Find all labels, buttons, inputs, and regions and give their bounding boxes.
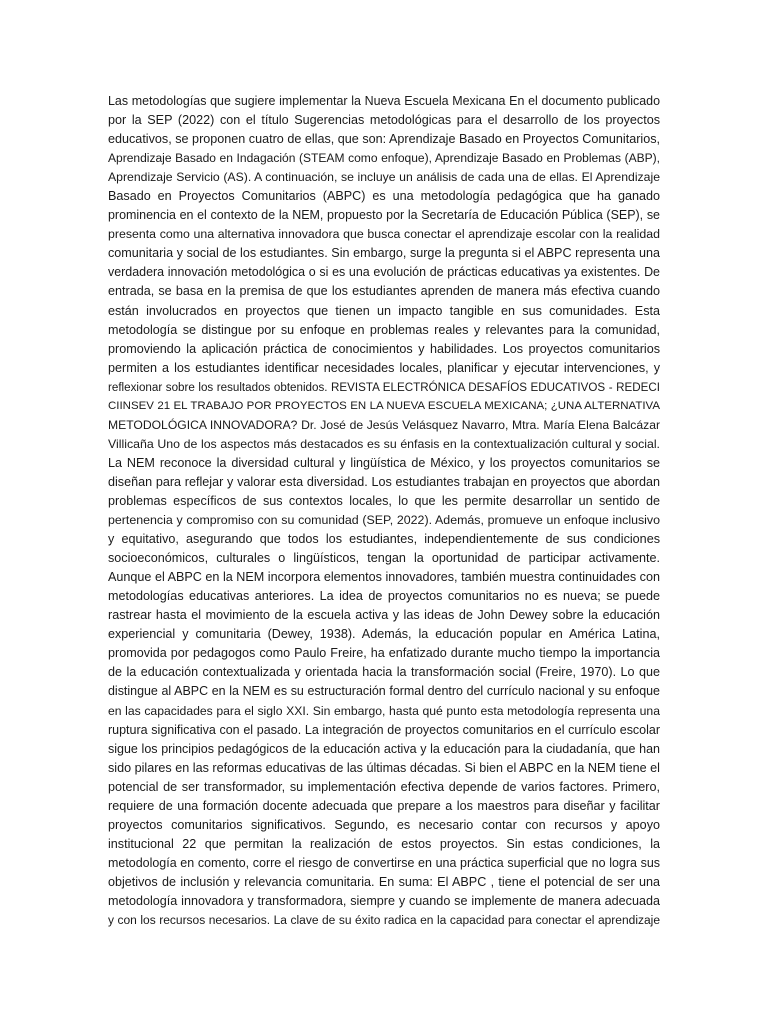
text-line: entrada, se basa en la premisa de que los estudiantes aprenden de manera más efectiva cuando: [108, 284, 660, 299]
text-line: institucional 22 que permitan la realización de estos proyectos. Sin estas condiciones, la: [108, 836, 660, 851]
text-line: Aprendizaje Servicio (AS). A continuación, se incluye un análisis de cada una de ellas. El Aprendizaje: [108, 170, 660, 185]
text-line: reflexionar sobre los resultados obtenidos. REVISTA ELECTRÓNICA DESAFÍOS EDUCATIVOS - REDECI: [108, 380, 660, 394]
text-line: socioeconómicos, culturales o lingüísticos, tengan la oportunidad de participar activamente.: [108, 551, 660, 566]
text-line: por la SEP (2022) con el título Sugerencias metodológicas para el desarrollo de los proyectos: [108, 113, 660, 128]
text-line: La NEM reconoce la diversidad cultural y lingüística de México, y los proyectos comunitarios se: [108, 455, 660, 470]
text-line: en las capacidades para el siglo XXI. Sin embargo, hasta qué punto esta metodología representa una: [108, 703, 660, 718]
text-line: problemas específicos de sus contextos locales, lo que les permite desarrollar un sentido de: [108, 493, 660, 508]
text-line: Villicaña Uno de los aspectos más destacados es su énfasis en la contextualización cultural y social.: [108, 436, 660, 451]
text-line: metodología en comento, corre el riesgo de convertirse en una práctica superficial que no logra sus: [108, 855, 660, 870]
text-line: CIINSEV 21 EL TRABAJO POR PROYECTOS EN LA NUEVA ESCUELA MEXICANA; ¿UNA ALTERNATIVA: [108, 399, 660, 412]
text-line: Basado en Proyectos Comunitarios (ABPC) es una metodología pedagógica que ha ganado: [108, 189, 660, 204]
body-text: [108, 92, 660, 930]
text-line: sido pilares en las reformas educativas de las últimas décadas. Si bien el ABPC en la NEM tiene el: [108, 760, 660, 775]
text-line: metodologías educativas anteriores. La idea de proyectos comunitarios no es nueva; se puede: [108, 589, 660, 604]
text-line: Las metodologías que sugiere implementar la Nueva Escuela Mexicana En el documento publicado: [108, 94, 660, 108]
text-line: objetivos de inclusión y relevancia comunitaria. En suma: El ABPC , tiene el potencial de ser una: [108, 874, 660, 889]
text-line: METODOLÓGICA INNOVADORA? Dr. José de Jesús Velásquez Navarro, Mtra. María Elena Balcázar: [108, 417, 660, 432]
text-line: requiere de una formación docente adecuada que prepare a los maestros para diseñar y facilitar: [108, 798, 660, 813]
text-line: de la educación contextualizada y orientada hacia la transformación social (Freire, 1970). Lo que: [108, 665, 660, 680]
text-line: Aprendizaje Basado en Indagación (STEAM como enfoque), Aprendizaje Basado en Problemas (ABP),: [108, 151, 660, 166]
text-line: distingue al ABPC en la NEM es su estructuración formal dentro del currículo nacional y su enfoque: [108, 684, 660, 699]
text-line: potencial de ser transformador, su implementación efectiva depende de varios factores. Primero,: [108, 779, 660, 794]
text-line: comunitaria y social de los estudiantes. Sin embargo, surge la pregunta si el ABPC representa una: [108, 246, 660, 261]
text-line: ruptura significativa con el pasado. La integración de proyectos comunitarios en el currículo escolar: [108, 722, 660, 737]
text-line: diseñan para reflejar y valorar esta diversidad. Los estudiantes trabajan en proyectos que abordan: [108, 474, 660, 489]
text-line: metodología se distingue por su enfoque en problemas reales y relevantes para la comunidad,: [108, 322, 660, 337]
text-line: permiten a los estudiantes identificar necesidades locales, planificar y ejecutar intervenciones, y: [108, 360, 660, 375]
text-line: Aunque el ABPC en la NEM incorpora elementos innovadores, también muestra continuidades con: [108, 570, 660, 585]
text-line: y equitativo, asegurando que todos los estudiantes, independientemente de sus condiciones: [108, 532, 660, 547]
text-line: están involucrados en proyectos que tienen un impacto tangible en sus comunidades. Esta: [108, 303, 660, 318]
text-line: metodología innovadora y transformadora, siempre y cuando se implemente de manera adecuada: [108, 893, 660, 908]
text-line: sigue los principios pedagógicos de la educación activa y la educación para la ciudadanía, que han: [108, 741, 660, 756]
text-line: proyectos comunitarios significativos. Segundo, es necesario contar con recursos y apoyo: [108, 817, 660, 832]
text-line: rastrear hasta el movimiento de la escuela activa y las ideas de John Dewey sobre la educación: [108, 608, 660, 623]
text-line: promoviendo la aplicación práctica de conocimientos y habilidades. Los proyectos comunitarios: [108, 341, 660, 356]
text-line: experiencial y comunitaria (Dewey, 1938). Además, la educación popular en América Latina,: [108, 627, 660, 642]
text-line: y con los recursos necesarios. La clave de su éxito radica en la capacidad para conectar el aprendizaje: [108, 913, 660, 928]
text-line: pertenencia y compromiso con su comunidad (SEP, 2022). Además, promueve un enfoque inclusivo: [108, 513, 660, 528]
text-line: verdadera innovación metodológica o si es una evolución de prácticas educativas ya existentes. De: [108, 265, 660, 280]
text-line: promovida por pedagogos como Paulo Freire, ha enfatizado durante mucho tiempo la importancia: [108, 646, 660, 661]
text-line: presenta como una alternativa innovadora que busca conectar el aprendizaje escolar con la realidad: [108, 227, 660, 242]
text-line: educativos, se proponen cuatro de ellas, que son: Aprendizaje Basado en Proyectos Comunitarios,: [108, 132, 660, 147]
text-line: prominencia en el contexto de la NEM, propuesto por la Secretaría de Educación Pública (SEP), se: [108, 208, 660, 223]
